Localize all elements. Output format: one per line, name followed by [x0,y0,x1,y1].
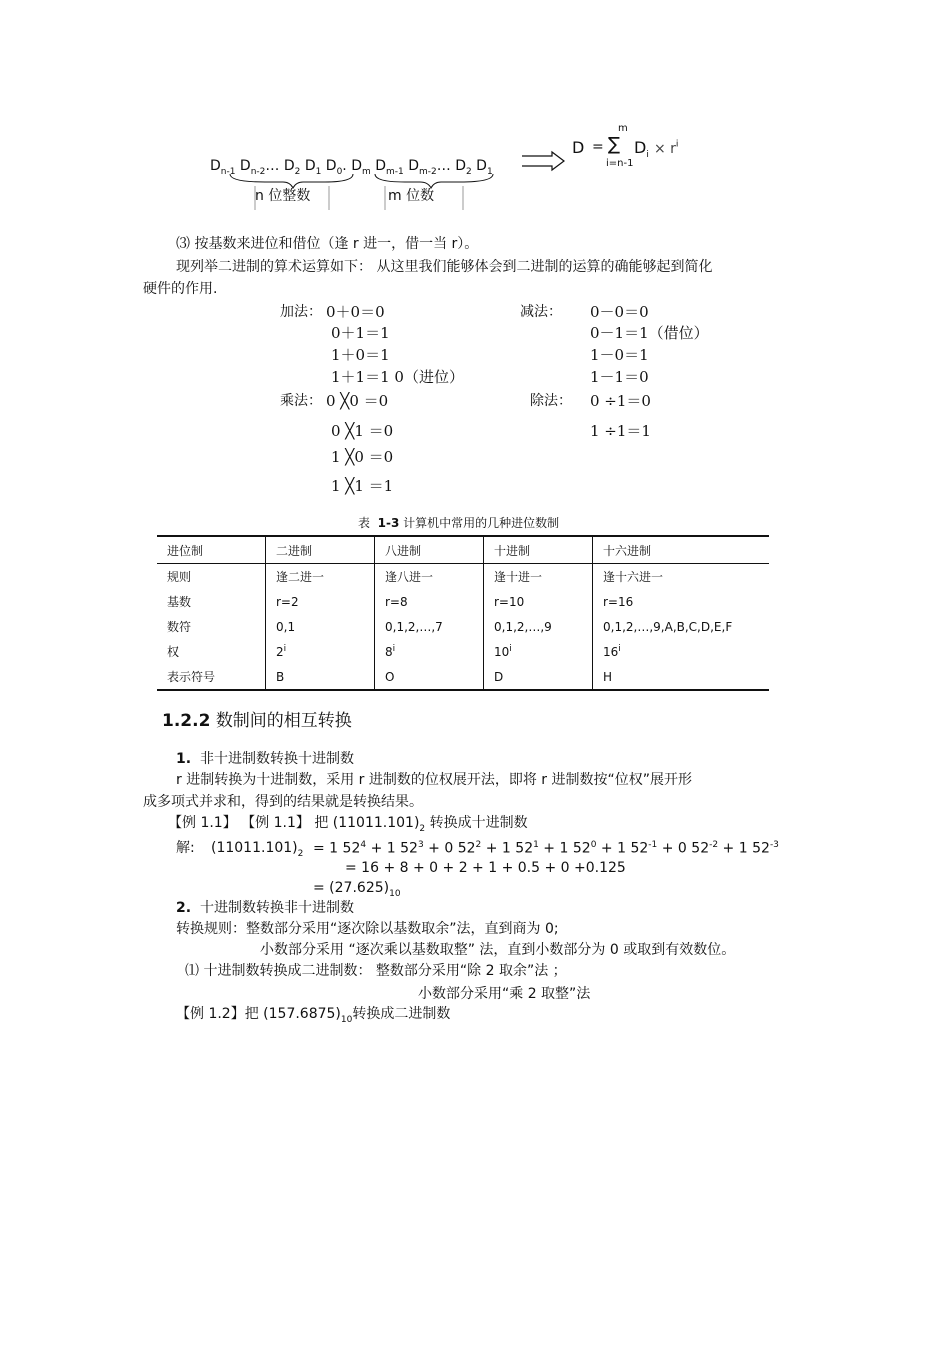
solve-label: 解: [176,840,195,856]
add-row: 1＋1＝1 0（进位） [331,368,464,386]
table-header-cell: 十进制 [484,536,593,564]
table-cell: 8$^i$ [375,639,484,664]
table-cell: 0,1 [266,614,375,639]
table-cell: 数符 [167,620,192,634]
table-cell: r=10 [484,589,593,614]
sub-label: 减法： [520,304,562,320]
sub-row: 0－1＝1（借位） [590,324,709,342]
table-cell: 权 [167,645,180,659]
sub2-heading: 2. 十进制数转换非十进制数 [176,900,354,916]
sub-row: 0－0＝0 [590,303,649,321]
double-arrow-icon [520,150,566,172]
div-label: 除法： [530,393,572,409]
sum-term: $D_i \times r^i$ [634,138,679,161]
sum-eq: = [592,139,604,155]
table-cell: H [593,664,770,690]
table-cell: 逢十进一 [484,564,593,590]
table-cell: 2$^i$ [266,639,375,664]
sub2-item1-b: 小数部分采用“乘 2 取整”法 [418,986,591,1002]
table-cell: 规则 [167,570,192,584]
mul-row: 0 ╳0 ＝0 [326,392,389,410]
sub2-rule1: 转换规则：整数部分采用“逐次除以基数取余”法，直到商为 0; [176,921,559,937]
mul-row: 0 ╳1 ＝0 [331,422,394,440]
solve-line2: = 16 + 8 + 0 + 2 + 1 + 0.5 + 0 +0.125 [345,860,626,876]
fraction-brace [375,174,493,188]
table-row [157,564,769,590]
example-1-2: 【例 1.2】把 $(157.6875)_{10}$转换成二进制数 [176,1006,451,1025]
sum-upper: m [618,123,628,134]
sub-row: 1－0＝1 [590,346,649,364]
table-cell: 逢八进一 [375,564,484,590]
table-row [157,639,769,664]
div-row: 1 ÷1＝1 [590,422,651,440]
table-row [157,589,769,614]
table-cell: 10$^i$ [484,639,593,664]
digit-sequence: $D_{n-1}$ $D_{n-2}\dots$ $D_2$ $D_1$ $D_0$. $D_m$ $D_{m-1}$ $D_{m-2}\dots$ $D_2$ $D_1$ [210,158,493,177]
table-cell: r=2 [266,589,375,614]
div-row: 0 ÷1＝0 [590,392,651,410]
sum-lhs: D [572,138,585,157]
brace-label-fraction: m 位数 [388,188,435,204]
table-cell: r=8 [375,589,484,614]
table-cell: 0,1,2,…,9,A,B,C,D,E,F [593,614,770,639]
table-cell: 表示符号 [157,664,266,690]
section-heading: 1.2.2 数制间的相互转换 [162,711,352,731]
sum-sigma: ∑ [608,134,621,155]
sub2-rule2: 小数部分采用 “逐次乘以基数取整” 法，直到小数部分为 0 或取到有效数位。 [260,942,736,958]
intro-line1: 现列举二进制的算术运算如下： 从这里我们能够体会到二进制的运算的确能够起到简化 [176,259,713,275]
brace-label-integer: n 位整数 [255,188,311,204]
table-cell: D [484,664,593,690]
table-header-cell: 十六进制 [593,536,770,564]
table-caption: 表 1-3 计算机中常用的几种进位数制 [358,516,560,530]
table-cell: O [375,664,484,690]
solve-line3: = $(27.625)_{10}$ [313,880,401,899]
table-row [157,664,769,690]
mul-row: 1 ╳1 ＝1 [331,477,394,495]
table-cell: 基数 [167,595,192,609]
sub2-item1: ⑴ 十进制数转换成二进制数： 整数部分采用“除 2 取余”法 ； [185,963,567,979]
table-cell: 逢二进一 [266,564,375,590]
table-cell: 16$^i$ [593,639,770,664]
table-cell: B [266,664,375,690]
integer-brace [230,174,353,188]
table-header-cell: 二进制 [266,536,375,564]
solve-lhs: $(11011.101)_2$ [211,840,304,859]
mul-row: 1 ╳0 ＝0 [331,448,394,466]
sum-lower: i=n-1 [606,158,634,169]
table-cell: 0,1,2,…,7 [375,614,484,639]
add-row: 0＋0＝0 [326,303,385,321]
add-label: 加法： [280,304,322,320]
sub1-body2: 成多项式并求和，得到的结果就是转换结果。 [143,794,423,810]
intro-line2: 硬件的作用. [143,281,218,297]
example-1-1: 【例 1.1】 【例 1.1】 把 $(11011.101)_2$ 转换成十进制数 [168,815,528,834]
solve-expansion: = 1 $52^4 + 1$ $52^3 + 0$ $52^2 + 1$ $52^1 + 1$ $52^0 + 1$ $52^{-1} + 0$ $52^{-2} + 1$ $52^{-3}$ [313,840,779,857]
number-system-table [157,535,769,691]
table-header-cell: 八进制 [375,536,484,564]
table-row [157,614,769,639]
rule3-text: ⑶ 按基数来进位和借位（逢 r 进一，借一当 r）。 [176,236,479,252]
table-cell: 0,1,2,…,9 [484,614,593,639]
sub1-heading: 1. 非十进制数转换十进制数 [176,751,354,767]
mul-label: 乘法： [280,393,322,409]
table-cell: r=16 [593,589,770,614]
sub-row: 1－1＝0 [590,368,649,386]
table-header-row [157,536,769,564]
sub1-body1: r 进制转换为十进制数，采用 r 进制数的位权展开法，即将 r 进制数按“位权”展开形 [176,772,693,788]
add-row: 0＋1＝1 [331,324,390,342]
table-header-cell: 进位制 [157,536,266,564]
table-cell: 逢十六进一 [593,564,770,590]
add-row: 1＋0＝1 [331,346,390,364]
